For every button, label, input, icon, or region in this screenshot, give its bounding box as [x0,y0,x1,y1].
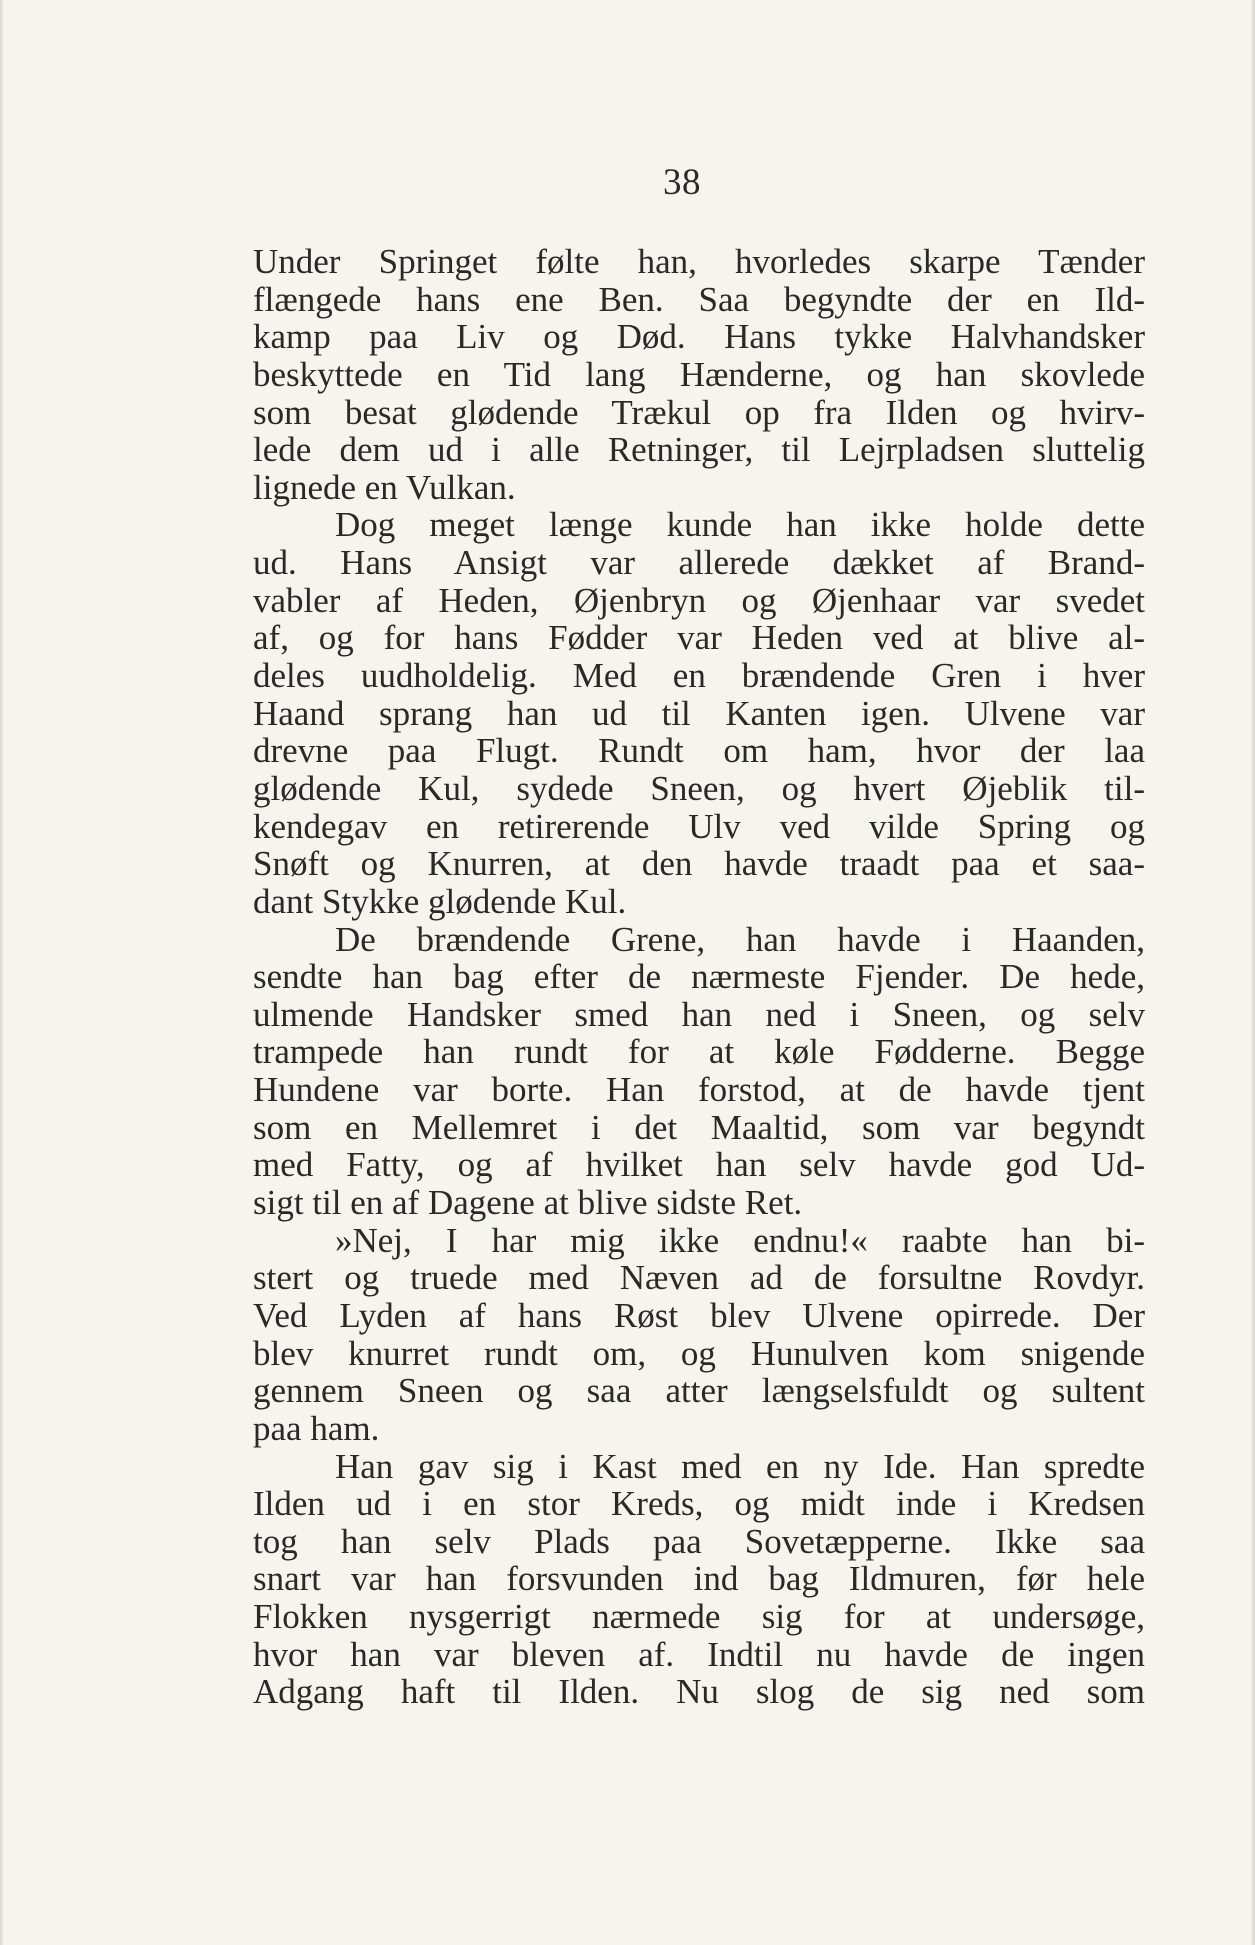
text-line: med Fatty, og af hvilket han selv havde god Ud- [253,1145,1145,1185]
text-line: stert og truede med Næven ad de forsultne Rovdyr. [253,1258,1145,1298]
text-line: ud. Hans Ansigt var allerede dækket af Brand- [253,543,1145,583]
text-line: glødende Kul, sydede Sneen, og hvert Øjeblik til- [253,768,1145,808]
page-edge-right [1250,0,1255,1945]
text-line: Ved Lyden af hans Røst blev Ulvene opirrede. Der [253,1295,1145,1335]
text-line: trampede han rundt for at køle Fødderne. Begge [253,1032,1145,1072]
page-number: 38 [663,162,701,203]
text-line: snart var han forsvunden ind bag Ildmuren, før hele [253,1559,1145,1599]
text-line: hvor han var bleven af. Indtil nu havde de ingen [253,1634,1145,1674]
text-line: drevne paa Flugt. Rundt om ham, hvor der laa [253,731,1145,771]
text-line: dant Stykke glødende Kul. [253,881,627,921]
text-line: lede dem ud i alle Retninger, til Lejrpladsen sluttelig [253,430,1145,470]
text-line: kamp paa Liv og Død. Hans tykke Halvhandsker [253,317,1145,357]
text-line: Ilden ud i en stor Kreds, og midt inde i Kredsen [253,1484,1145,1524]
text-line: Haand sprang han ud til Kanten igen. Ulvene var [253,693,1145,733]
text-line: »Nej, I har mig ikke endnu!« raabte han bi- [335,1220,1145,1260]
text-line: kendegav en retirerende Ulv ved vilde Spring og [253,806,1145,846]
text-line: som besat glødende Trækul op fra Ilden og hvirv- [253,392,1145,432]
text-line: Adgang haft til Ilden. Nu slog de sig ned som [253,1672,1145,1712]
text-line: Dog meget længe kunde han ikke holde dette [335,505,1145,545]
text-line: beskyttede en Tid lang Hænderne, og han skovlede [253,354,1145,394]
text-line: Under Springet følte han, hvorledes skarpe Tænder [253,242,1145,281]
text-line: blev knurret rundt om, og Hunulven kom snigende [253,1333,1145,1373]
text-line: paa ham. [253,1408,380,1448]
text-line: Han gav sig i Kast med en ny Ide. Han spredte [335,1446,1145,1486]
text-line: Snøft og Knurren, at den havde traadt paa et saa- [253,844,1145,884]
text-line: lignede en Vulkan. [253,467,516,507]
text-line: sigt til en af Dagene at blive sidste Ret. [253,1183,803,1223]
text-line: vabler af Heden, Øjenbryn og Øjenhaar var svedet [253,580,1145,620]
text-line: ulmende Handsker smed han ned i Sneen, og selv [253,994,1145,1034]
text-line: af, og for hans Fødder var Heden ved at blive al- [253,618,1145,658]
text-line: gennem Sneen og saa atter længselsfuldt og sultent [253,1371,1145,1411]
text-line: flængede hans ene Ben. Saa begyndte der en Ild- [253,279,1145,319]
body-text [253,243,1145,1711]
text-line: tog han selv Plads paa Sovetæpperne. Ikke saa [253,1521,1145,1561]
text-line: De brændende Grene, han havde i Haanden, [335,919,1145,959]
text-line: som en Mellemret i det Maaltid, som var begyndt [253,1107,1145,1147]
text-line: Flokken nysgerrigt nærmede sig for at undersøge, [253,1597,1145,1637]
text-line: deles uudholdelig. Med en brændende Gren i hver [253,656,1145,696]
page-edge-left [0,0,4,1945]
text-line: sendte han bag efter de nærmeste Fjender. De hede, [253,957,1145,997]
text-line: Hundene var borte. Han forstod, at de havde tjent [253,1070,1145,1110]
